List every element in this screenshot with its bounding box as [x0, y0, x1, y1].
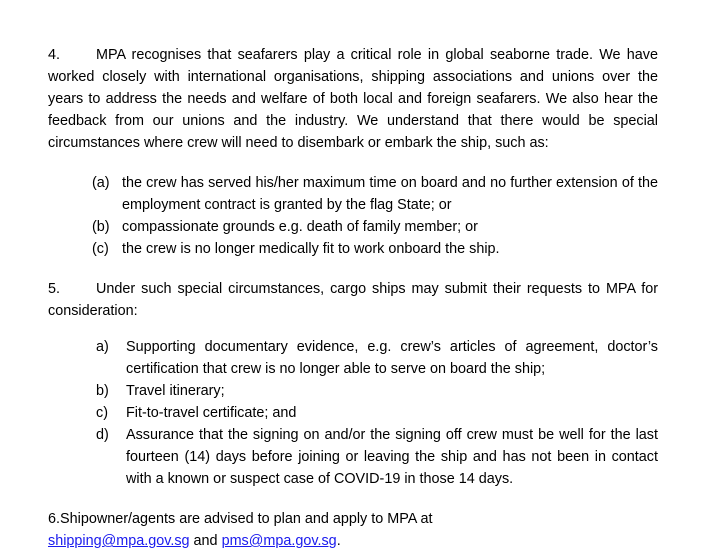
list-item: [48, 336, 658, 380]
list-item: [48, 216, 658, 238]
paragraph-6: [48, 508, 658, 552]
paragraph-6-number: 6.: [48, 511, 61, 527]
list-item-text: Travel itinerary;: [126, 383, 225, 399]
list-item-text: Fit-to-travel certificate; and: [126, 405, 297, 421]
paragraph-6-trailing: .: [336, 533, 341, 549]
list-item: [48, 402, 658, 424]
paragraph-4: [48, 44, 658, 154]
list-item-marker: d): [96, 427, 109, 443]
list-item-text: the crew has served his/her maximum time on board and no further extension of the employment contract is granted by the flag State; or: [122, 175, 658, 213]
list-item-marker: (c): [92, 241, 109, 257]
list-item: [48, 238, 658, 260]
list-item-text: the crew is no longer medically fit to work onboard the ship.: [122, 241, 500, 257]
email-link-pms[interactable]: pms@mpa.gov.sg: [221, 533, 337, 549]
list-special-circumstances: [48, 172, 658, 260]
paragraph-5-text: Under such special circumstances, cargo ships may submit their requests to MPA for consideration:: [48, 281, 658, 319]
list-submission-requirements: [48, 336, 658, 490]
list-item-marker: (b): [92, 219, 110, 235]
paragraph-5: [48, 278, 658, 322]
list-item-text: compassionate grounds e.g. death of family member; or: [122, 219, 478, 235]
list-item-marker: (a): [92, 175, 110, 191]
list-item-text: Supporting documentary evidence, e.g. crew’s articles of agreement, doctor’s certification that crew is no longer able to serve on board the ship;: [126, 339, 658, 377]
list-item-marker: a): [96, 339, 109, 355]
list-item: [48, 380, 658, 402]
paragraph-6-conjunction: and: [193, 533, 218, 549]
list-item: [48, 172, 658, 216]
paragraph-4-number: 4.: [48, 47, 61, 63]
list-item: [48, 424, 658, 490]
paragraph-4-text: MPA recognises that seafarers play a critical role in global seaborne trade. We have worked closely with international organisations, shipping associations and unions over the years to address the needs and welfare of both local and foreign seafarers. We also hear the feedback from our unions and the industry. We understand that there would be special circumstances where crew will need to disembark or embark the ship, such as:: [48, 47, 658, 151]
list-item-text: Assurance that the signing on and/or the signing off crew must be well for the last fourteen (14) days before joining or leaving the ship and has not been in contact with a known or suspect case of COVID-19 in those 14 days.: [126, 427, 658, 487]
email-link-shipping[interactable]: shipping@mpa.gov.sg: [48, 533, 190, 549]
paragraph-5-number: 5.: [48, 281, 61, 297]
paragraph-6-lead: Shipowner/agents are advised to plan and apply to MPA at: [60, 511, 433, 527]
list-item-marker: c): [96, 405, 108, 421]
list-item-marker: b): [96, 383, 109, 399]
